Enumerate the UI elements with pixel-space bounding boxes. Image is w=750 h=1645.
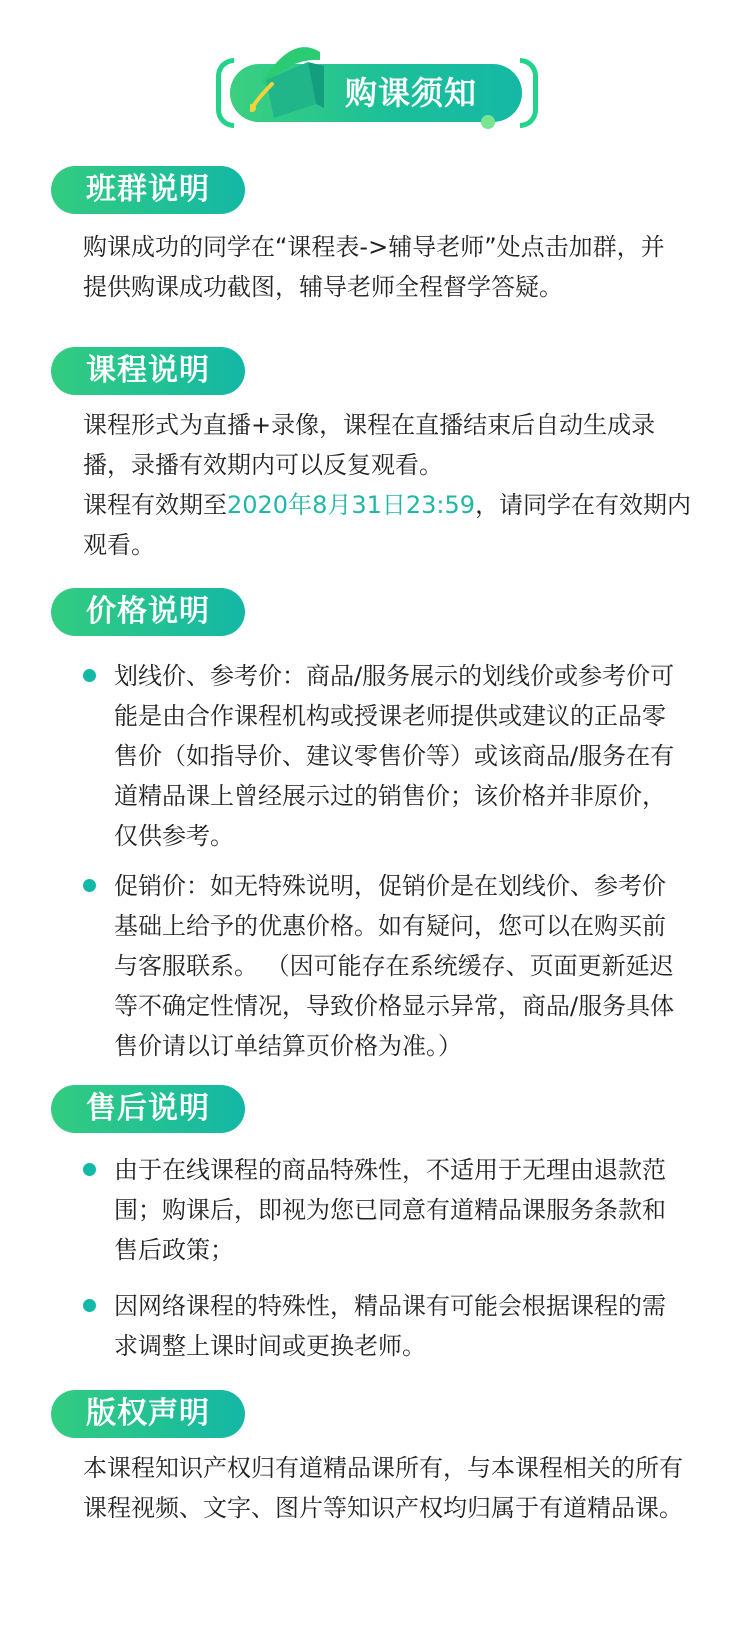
- course-text: [83, 405, 698, 565]
- text-line: 因网络课程的特殊性，精品课有可能会根据课程的需: [114, 1292, 666, 1320]
- section-title: 版权声明: [86, 1396, 210, 1431]
- bullet-dot-icon: [83, 1299, 96, 1312]
- validity-prefix: 课程有效期至: [83, 491, 227, 519]
- text-line: 仅供参考。: [114, 822, 234, 850]
- text-line: 售后政策；: [114, 1236, 234, 1264]
- text-line: 求调整上课时间或更换老师。: [114, 1332, 426, 1360]
- text-line: 能是由合作课程机构或授课老师提供或建议的正品零: [114, 702, 666, 730]
- text-line: 由于在线课程的商品特殊性，不适用于无理由退款范: [114, 1156, 666, 1184]
- header-banner: [0, 0, 750, 150]
- text-line: 道精品课上曾经展示过的销售价；该价格并非原价，: [114, 782, 666, 810]
- text-line: 本课程知识产权归有道精品课所有，与本课程相关的所有: [83, 1454, 683, 1482]
- text-line: 观看。: [83, 531, 155, 559]
- bullet-dot-icon: [83, 1163, 96, 1176]
- text-line: 课程视频、文字、图片等知识产权均归属于有道精品课。: [83, 1494, 683, 1522]
- section-title: 班群说明: [86, 172, 210, 207]
- bullet-text: [114, 1150, 694, 1270]
- section-badge-copyright: [51, 1390, 245, 1438]
- text-line: 购课成功的同学在“课程表->辅导老师”处点击加群，并: [83, 233, 665, 261]
- section-title: 价格说明: [86, 594, 210, 629]
- text-line: 等不确定性情况，导致价格显示异常，商品/服务具体: [114, 992, 675, 1020]
- text-line: 课程形式为直播+录像，课程在直播结束后自动生成录: [83, 411, 656, 439]
- text-line: 围；购课后，即视为您已同意有道精品课服务条款和: [114, 1196, 666, 1224]
- decorative-dot: [481, 115, 495, 129]
- bullet-text: [114, 866, 694, 1066]
- validity-date: 2020年8月31日23:59: [227, 491, 476, 519]
- text-line: 售价（如指导价、建议零售价等）或该商品/服务在有: [114, 742, 675, 770]
- section-badge-after-sales: [51, 1085, 245, 1133]
- bullet-dot-icon: [83, 669, 96, 682]
- page-title: 购课须知: [345, 74, 478, 112]
- section-badge-course: [51, 347, 245, 395]
- class-group-text: [83, 227, 698, 307]
- text-line: 与客服联系。 （因可能存在系统缓存、页面更新延迟: [114, 952, 674, 980]
- graduation-cap-icon: [250, 36, 340, 122]
- section-badge-price: [51, 588, 245, 636]
- text-line: 划线价、参考价：商品/服务展示的划线价或参考价可: [114, 662, 675, 690]
- copyright-text: [83, 1448, 698, 1528]
- text-line: 促销价：如无特殊说明，促销价是在划线价、参考价: [114, 872, 666, 900]
- validity-suffix: ，请同学在有效期内: [475, 491, 692, 519]
- bullet-text: [114, 1286, 694, 1366]
- section-title: 课程说明: [86, 353, 210, 388]
- text-line: 基础上给予的优惠价格。如有疑问，您可以在购买前: [114, 912, 666, 940]
- validity-line: [83, 485, 698, 525]
- section-title: 售后说明: [86, 1091, 210, 1126]
- text-line: 提供购课成功截图，辅导老师全程督学答疑。: [83, 273, 563, 301]
- text-line: 播，录播有效期内可以反复观看。: [83, 451, 443, 479]
- section-badge-class-group: [51, 166, 245, 214]
- right-bracket-decoration: [520, 58, 538, 128]
- bullet-dot-icon: [83, 879, 96, 892]
- bullet-text: [114, 656, 694, 856]
- text-line: 售价请以订单结算页价格为准。）: [114, 1032, 462, 1060]
